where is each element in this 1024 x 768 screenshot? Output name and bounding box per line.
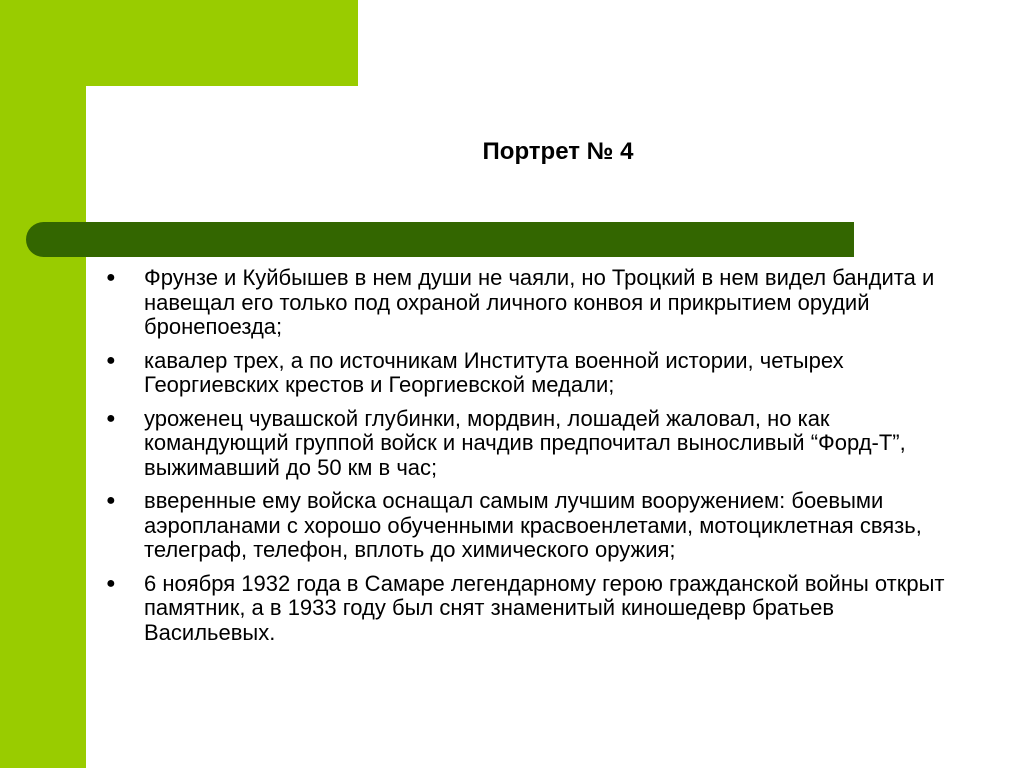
bullet-item-4 — [106, 489, 946, 563]
bullet-item-3 — [106, 407, 946, 481]
bullet-list — [106, 266, 946, 654]
bullet-icon: ● — [106, 351, 116, 369]
bullet-icon: ● — [106, 492, 116, 509]
slide-title: Портрет № 4 — [482, 138, 634, 165]
bullet-icon: ● — [106, 269, 116, 286]
green-side-band — [0, 0, 86, 768]
bullet-text: вверенные ему войска оснащал самым лучшим вооружением: боевыми аэропланами с хорошо обученными красвоенлетами, мотоциклетная связь, телеграф, телефон, вплоть до химического оружия; — [144, 488, 922, 562]
bullet-text: уроженец чувашской глубинки, мордвин, лошадей жаловал, но как командующий группой войск и начдив предпочитал выносливый “Форд-Т”, выжимавший до 50 км в час; — [144, 405, 906, 480]
bullet-text: 6 ноября 1932 года в Самаре легендарному герою гражданской войны открыт памятник, а в 1933 году был снят знаменитый киношедевр братьев Васильевых. — [144, 570, 945, 645]
title-divider-bar — [26, 222, 854, 257]
bullet-item-5 — [106, 572, 946, 646]
bullet-text: кавалер трех, а по источникам Института военной истории, четырех Георгиевских крестов и Георгиевской медали; — [144, 347, 844, 397]
bullet-item-1 — [106, 266, 946, 340]
green-top-band — [0, 0, 358, 86]
rounded-corner — [86, 86, 146, 146]
bullet-item-2 — [106, 349, 946, 398]
bullet-text: Фрунзе и Куйбышев в нем души не чаяли, но Троцкий в нем видел бандита и навещал его только под охраной личного конвоя и прикрытием орудий бронепоезда; — [144, 265, 935, 339]
bullet-icon: ● — [106, 409, 116, 427]
bullet-icon: ● — [106, 574, 116, 592]
